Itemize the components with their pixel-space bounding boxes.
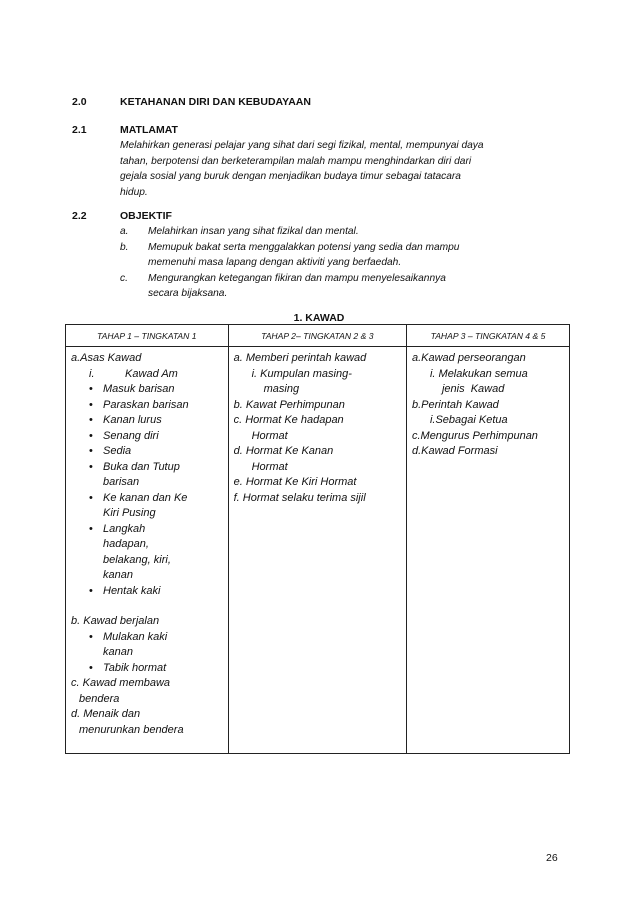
paragraph-line: Melahirkan generasi pelajar yang sihat dari segi fizikal, mental, mempunyai daya (120, 140, 484, 151)
section-title: MATLAMAT (120, 124, 178, 136)
header-tahap-3: TAHAP 3 – TINGKATAN 4 & 5 (406, 325, 569, 347)
item-line: Memupuk bakat serta menggalakkan potensi yang sedia dan mampu (148, 241, 460, 253)
section-number: 2.0 (72, 96, 87, 108)
list-item: • Ke kanan dan Ke Kiri Pusing (89, 491, 195, 522)
cell-tahap-3 (406, 347, 569, 754)
item-line: Melahirkan insan yang sihat fizikal dan mental. (148, 226, 359, 237)
item-letter: a. (120, 226, 129, 237)
table-row (66, 347, 570, 754)
cell-line: i. Kawad Am (89, 367, 178, 380)
objektif-item (120, 271, 580, 302)
paragraph-line: gejala sosial yang buruk dengan menjadikan budaya timur sebagai tatacara (120, 171, 461, 183)
list-item: • Mulakan kaki kanan (89, 630, 183, 661)
cell-line: Hormat (251, 460, 288, 473)
page-number: 26 (546, 852, 558, 864)
cell-line: d. Hormat Ke Kanan (233, 445, 334, 457)
item-line: memenuhi masa lapang dengan aktiviti yang berfaedah. (148, 257, 402, 269)
header-tahap-1: TAHAP 1 – TINGKATAN 1 (66, 325, 229, 347)
cell-line: c. Hormat Ke hadapan (233, 414, 344, 426)
cell-line: d. Menaik dan (71, 708, 141, 720)
cell-line: i. Kumpulan masing- (251, 367, 352, 380)
spacer (71, 599, 224, 614)
table-header-row (66, 325, 570, 347)
section-number: 2.2 (72, 210, 87, 222)
cell-line: f. Hormat selaku terima sijil (233, 491, 366, 504)
cell-line: bendera (79, 692, 120, 705)
cell-line: i.Sebagai Ketua (429, 414, 508, 426)
cell-line: Hormat (251, 429, 288, 442)
kawad-heading: 1. KAWAD (293, 312, 345, 324)
section-number: 2.1 (72, 124, 87, 136)
list-item: • Paraskan barisan (89, 398, 224, 414)
paragraph-line: hidup. (120, 186, 148, 198)
cell-line: a. Memberi perintah kawad (233, 352, 367, 364)
list-item: • Buka dan Tutup barisan (89, 460, 203, 491)
cell-line: b. Kawat Perhimpunan (233, 398, 345, 411)
cell-line: c. Kawad membawa (71, 677, 171, 689)
objektif-item (120, 224, 580, 240)
bullet-list (71, 382, 224, 599)
objektif-item (120, 240, 580, 271)
header-tahap-2: TAHAP 2– TINGKATAN 2 & 3 (228, 325, 406, 347)
cell-line: jenis Kawad (441, 383, 505, 395)
paragraph-line: tahan, berpotensi dan berketerampilan malah mampu menghindarkan diri dari (120, 155, 472, 167)
cell-tahap-2 (228, 347, 406, 754)
cell-line: i. Melakukan semua (429, 367, 528, 380)
item-letter: b. (120, 241, 129, 253)
cell-tahap-1 (66, 347, 229, 754)
list-item: • Hentak kaki (89, 584, 224, 600)
kawad-table (65, 324, 570, 754)
section-title: OBJEKTIF (120, 210, 172, 222)
cell-line: b. Kawad berjalan (71, 615, 160, 627)
cell-line: a.Asas Kawad (71, 352, 142, 364)
cell-line: menurunkan bendera (79, 723, 184, 736)
bullet-list (71, 630, 224, 677)
objektif-list (120, 224, 580, 302)
section-title: KETAHANAN DIRI DAN KEBUDAYAAN (120, 96, 311, 108)
list-item: • Sedia (89, 444, 224, 460)
cell-line: masing (263, 383, 300, 395)
list-item: • Tabik hormat (89, 661, 224, 677)
list-item: • Langkah hadapan, belakang, kiri, kanan (89, 522, 183, 584)
cell-line: b.Perintah Kawad (411, 398, 499, 411)
cell-line: e. Hormat Ke Kiri Hormat (233, 476, 357, 488)
item-letter: c. (120, 272, 128, 284)
list-item: • Masuk barisan (89, 382, 224, 398)
list-item: • Senang diri (89, 429, 224, 445)
list-item: • Kanan lurus (89, 413, 224, 429)
matlamat-paragraph (120, 138, 575, 200)
item-line: Mengurangkan ketegangan fikiran dan mampu menyelesaikannya (148, 272, 446, 284)
cell-line: a.Kawad perseorangan (411, 352, 526, 364)
cell-line: d.Kawad Formasi (411, 445, 498, 457)
cell-line: c.Mengurus Perhimpunan (411, 429, 538, 442)
item-line: secara bijaksana. (148, 288, 228, 300)
